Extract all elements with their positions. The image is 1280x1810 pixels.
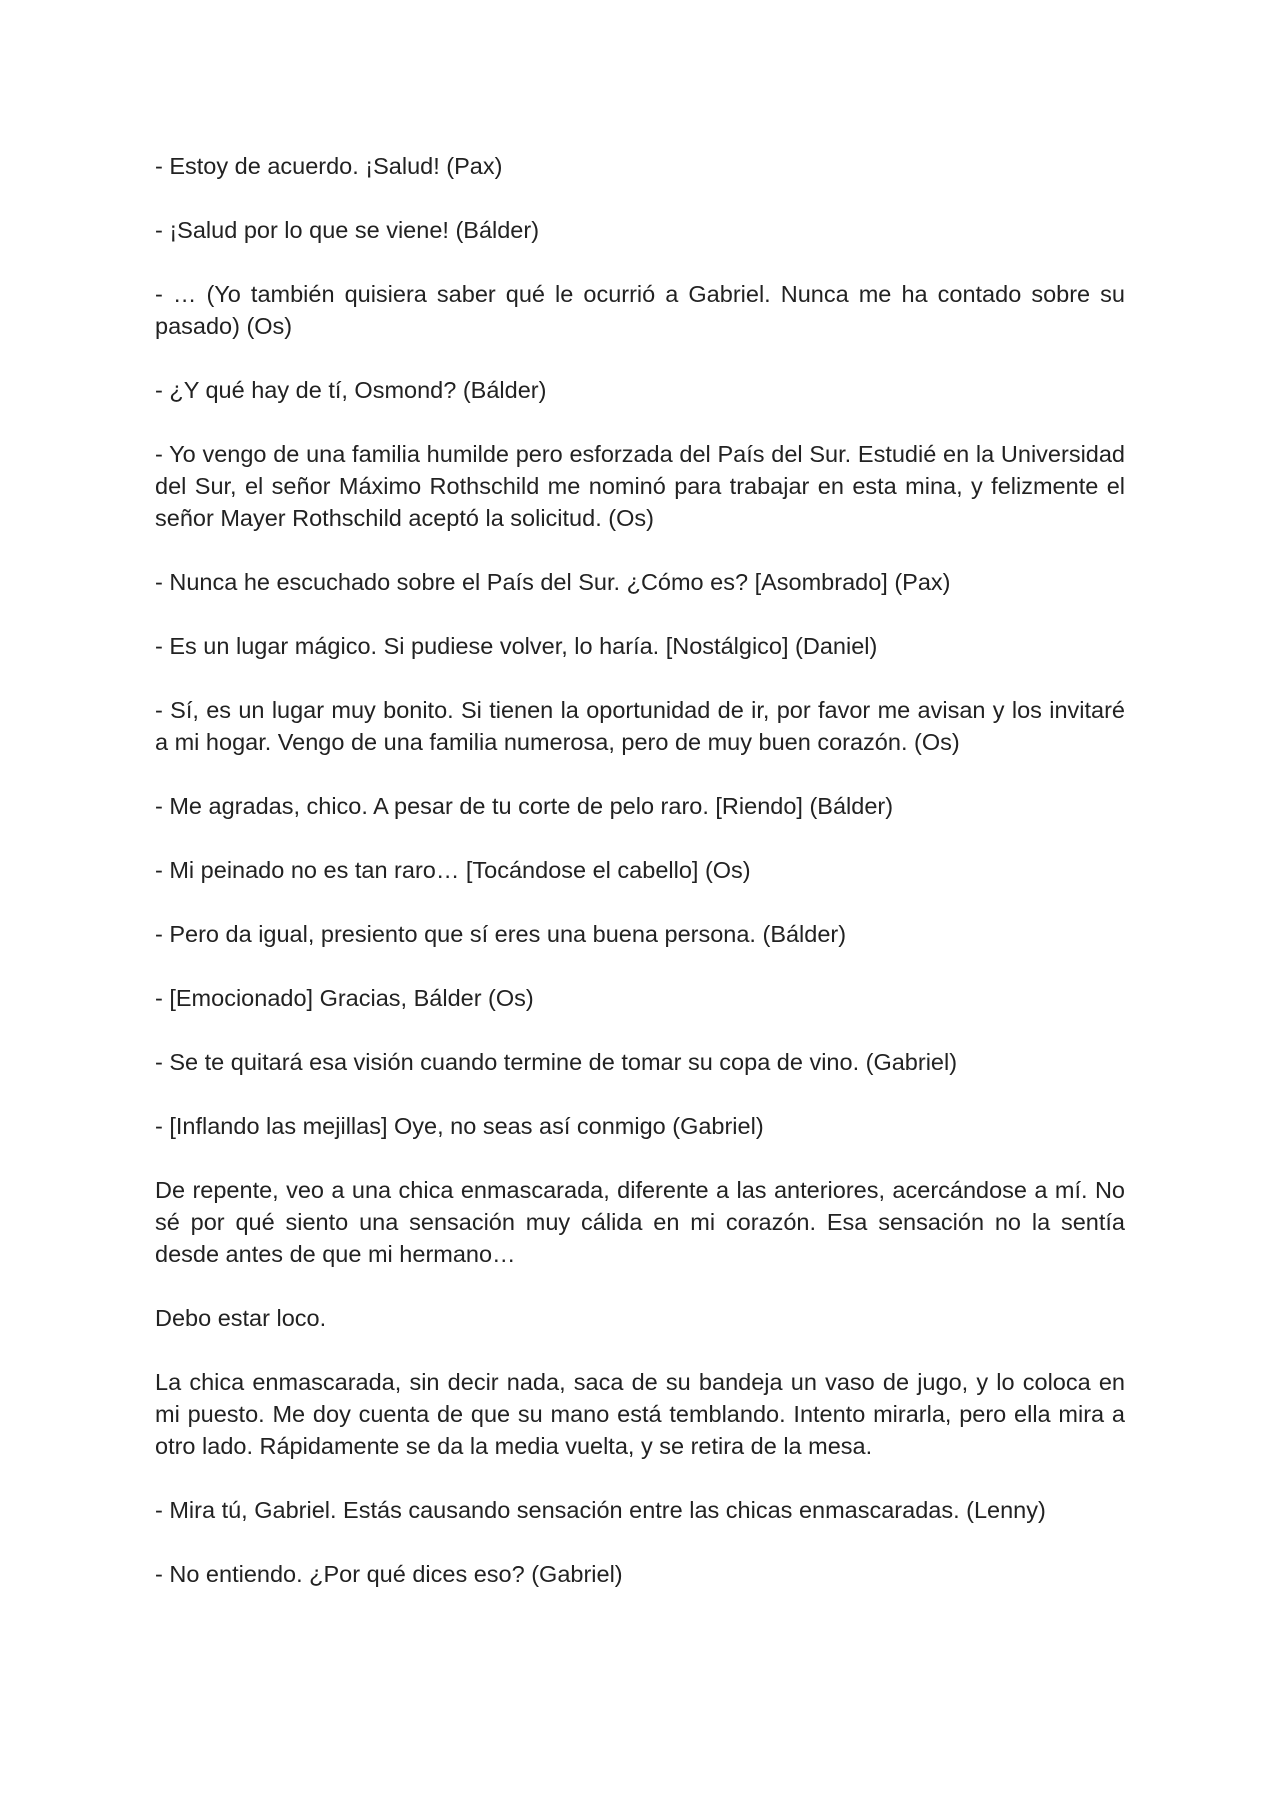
paragraph: De repente, veo a una chica enmascarada, diferente a las anteriores, acercándose a mí. No sé por qué siento una sensación muy cálida en mi corazón. Esa sensación no la sentía desde antes de que mi hermano… (155, 1177, 1125, 1267)
paragraph: - [Inflando las mejillas] Oye, no seas así conmigo (Gabriel) (155, 1113, 764, 1139)
paragraph: - Nunca he escuchado sobre el País del Sur. ¿Cómo es? [Asombrado] (Pax) (155, 569, 951, 595)
paragraph: - ¿Y qué hay de tí, Osmond? (Bálder) (155, 377, 547, 403)
document-body (155, 150, 1125, 1622)
paragraph: - Me agradas, chico. A pesar de tu corte de pelo raro. [Riendo] (Bálder) (155, 793, 894, 819)
paragraph: - No entiendo. ¿Por qué dices eso? (Gabriel) (155, 1561, 623, 1587)
paragraph: Debo estar loco. (155, 1305, 327, 1331)
paragraph: - Yo vengo de una familia humilde pero esforzada del País del Sur. Estudié en la Universidad del Sur, el señor Máximo Rothschild me nominó para trabajar en esta mina, y felizmente el señor Mayer Rothschild aceptó la solicitud. (Os) (155, 441, 1125, 531)
paragraph: - Se te quitará esa visión cuando termine de tomar su copa de vino. (Gabriel) (155, 1049, 958, 1075)
paragraph: - [Emocionado] Gracias, Bálder (Os) (155, 985, 534, 1011)
paragraph: - Pero da igual, presiento que sí eres una buena persona. (Bálder) (155, 921, 847, 947)
paragraph: - Mira tú, Gabriel. Estás causando sensación entre las chicas enmascaradas. (Lenny) (155, 1497, 1046, 1523)
paragraph: - Sí, es un lugar muy bonito. Si tienen la oportunidad de ir, por favor me avisan y los invitaré a mi hogar. Vengo de una familia numerosa, pero de muy buen corazón. (Os) (155, 697, 1125, 755)
paragraph: - Estoy de acuerdo. ¡Salud! (Pax) (155, 153, 503, 179)
paragraph: - Mi peinado no es tan raro… [Tocándose el cabello] (Os) (155, 857, 751, 883)
paragraph: - ¡Salud por lo que se viene! (Bálder) (155, 217, 540, 243)
paragraph: - Es un lugar mágico. Si pudiese volver, lo haría. [Nostálgico] (Daniel) (155, 633, 878, 659)
paragraph: La chica enmascarada, sin decir nada, saca de su bandeja un vaso de jugo, y lo coloca en mi puesto. Me doy cuenta de que su mano está temblando. Intento mirarla, pero ella mira a otro lado. Rápidamente se da la media vuelta, y se retira de la mesa. (155, 1369, 1125, 1459)
paragraph: - … (Yo también quisiera saber qué le ocurrió a Gabriel. Nunca me ha contado sobre su pasado) (Os) (155, 281, 1125, 339)
